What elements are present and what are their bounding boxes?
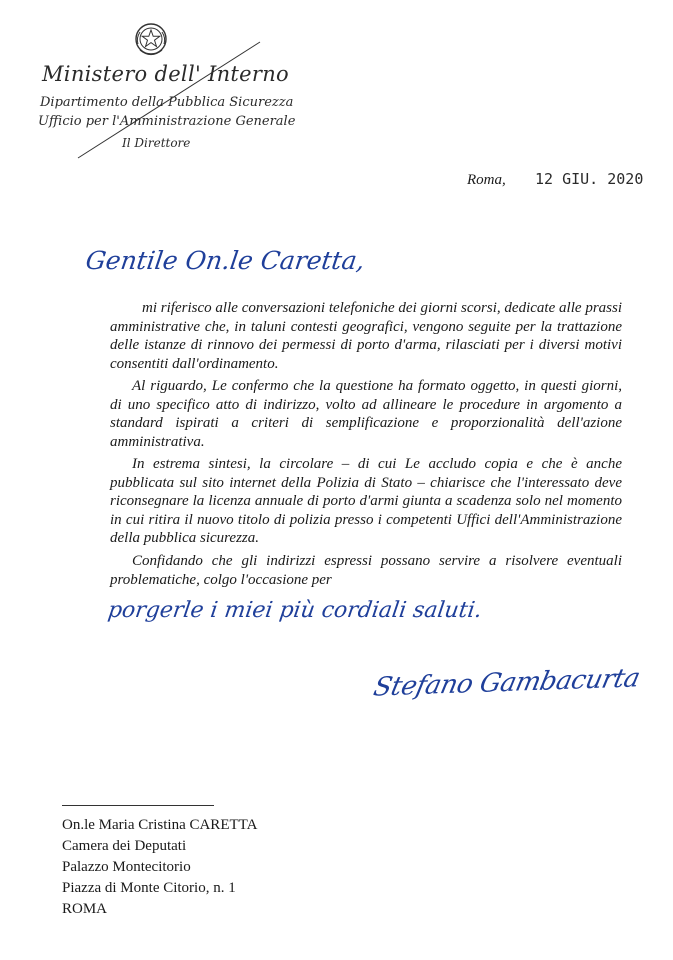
- body-paragraph-3: In estrema sintesi, la circolare – di cui Le accludo copia e che è anche pubblicata sul sito internet della Polizia di Stato – chiarisce che l'interessato deve riconsegnare la licenza annuale di porto d'armi giunta a scadenza solo nel momento in cui ritira il nuovo titolo di polizia presso i competenti Uffici dell'Amministrazione della pubblica sicurezza.: [110, 456, 622, 546]
- date-stamp: 12 GIU. 2020: [535, 170, 644, 188]
- letterhead-role: Il Direttore: [122, 136, 191, 150]
- handwritten-closing: porgerle i miei più cordiali saluti.: [106, 598, 484, 623]
- recipient-line-building: Palazzo Montecitorio: [62, 859, 191, 875]
- recipient-line-city: ROMA: [62, 901, 108, 917]
- letterhead-office: Ufficio per l'Amministrazione Generale: [38, 114, 296, 129]
- body-paragraph-4: Confidando che gli indirizzi espressi possano servire a risolvere eventuali problematiche, colgo l'occasione per: [110, 553, 622, 588]
- handwritten-signature: Stefano Gambacurta: [370, 663, 643, 703]
- body-paragraph-1: mi riferisco alle conversazioni telefoniche dei giorni scorsi, dedicate alle prassi amministrative che, in taluni contesti geografici, vengono seguite per la trattazione delle istanze di rinnovo dei permessi di porto d'arma, rilasciati per i diversi motivi consentiti dall'ordinamento.: [110, 300, 622, 372]
- address-divider: [62, 805, 214, 806]
- body-paragraph-2: Al riguardo, Le confermo che la questione ha formato oggetto, in questi giorni, di uno specifico atto di indirizzo, volto ad allineare le procedure in argomento a standard ispirati a criteri di semplificazione e proporzionalità dell'azione amministrativa.: [110, 378, 622, 450]
- handwritten-salutation: Gentile On.le Caretta,: [83, 246, 367, 275]
- date-place: Roma,: [467, 172, 506, 188]
- recipient-line-institution: Camera dei Deputati: [62, 838, 187, 854]
- recipient-line-street: Piazza di Monte Citorio, n. 1: [62, 880, 236, 896]
- letterhead-department: Dipartimento della Pubblica Sicurezza: [40, 95, 294, 110]
- recipient-line-name: On.le Maria Cristina CARETTA: [62, 817, 258, 833]
- recipient-address: [62, 815, 257, 920]
- letterhead-ministry: Ministero dell' Interno: [42, 62, 290, 86]
